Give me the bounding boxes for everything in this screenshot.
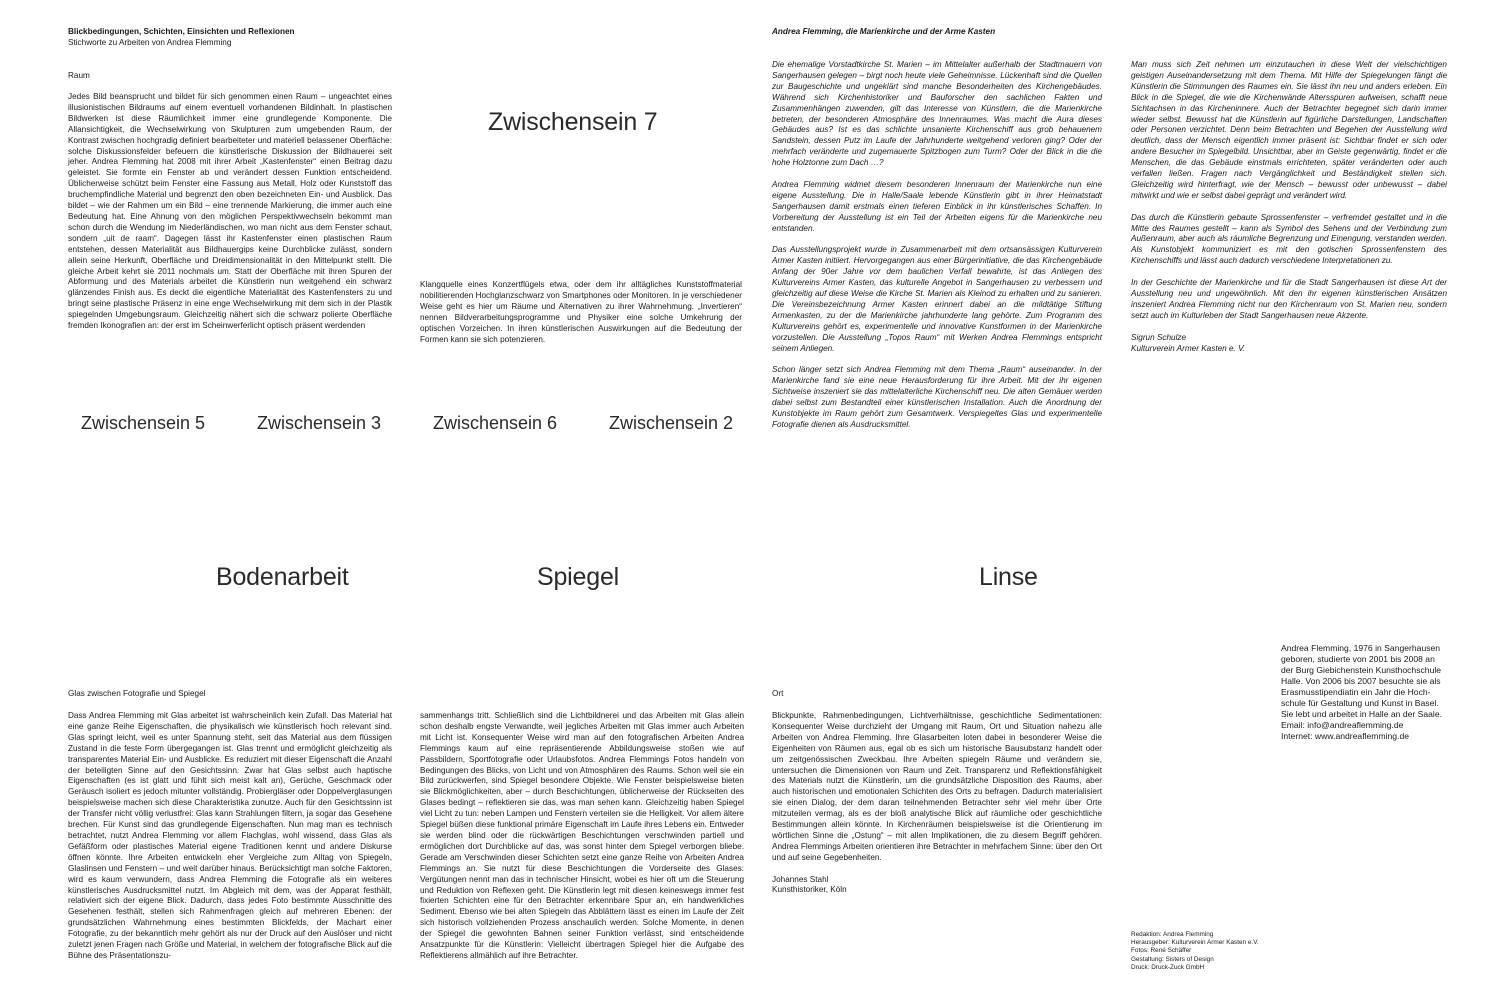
bio-line: Sie lebt und arbeitet in Halle an der Saale. [1281,709,1442,719]
glas-text-col1: Dass Andrea Flemming mit Glas arbeitet ist wahrscheinlich kein Zufall. Das Material hat eine ganze Reihe Eigenschaften, die physikalisch wie künstlerisch hoch relevant sind. Glas springt leicht, weil es unter Spannung steht, seit das Material aus dem flüssigen Zustand in die feste Form übergegangen ist. Glas trennt und ermöglicht gleichzeitig als transparentes Material Ein- und Ausblicke. Es reduziert mit dieser Eigenschaft die Anzahl der beteiligten Sinne auf den Gesichtssinn. Zwar hat Glas selbst auch haptische Eigenschaften (es ist glatt und fühlt sich meist kalt an), Gerüche, Geschmack oder Geräusch isoliert es jedoch mitunter vollständig. Probiergläser oder Doppelverglasungen beispielsweise machen sich diese Charakteristika zunutze. Auch für den Gesichtssinn ist der Transfer nicht völlig verlustfrei: Glas kann Strahlungen filtern, ja sogar das Gesehene brechen. Für Kunst sind das grundlegende Eigenschaften. Nun mag man es technisch betrachtet, nutzt Andrea Flemming vor allem Flachglas, wohl wissend, dass Glas als Gefäßform oder plastisches Material eigene Traditionen kennt und andere Diskurse öffnen könnte. Ihre Arbeiten entwickeln eher Vergleiche zum Alltag von Spiegeln, Glaslinsen und Fenstern – und weit darüber hinaus. Berücksichtigt man solche Faktoren, wird es kaum verwundern, dass Andrea Flemming die Fotografie als ein weiteres künstlerisches Ausdrucksmittel nutzt. Im Abgleich mit dem, was der Apparat festhält, relativiert sich der eigene Blick. Dadurch, dass jedes Foto bestimmte Ausschnitte des Gesehenen festhält, stellen sich Rahmenfragen gleich auf mehreren Ebenen: der grundsätzlichen Wahrnehmung eines bestimmten Blickfelds, der Machart einer Fotografie, zu der bekanntlich mehr gehört als nur der Druck auf den Auslöser und nicht zuletzt jenen Fragen nach Größe und Material, in welchem der fotografische Blick auf die Bühne des Präsentationszu- [68,711,392,960]
heading-zwischensein-5: Zwischensein 5 [81,413,206,433]
imprint [1131,931,1331,972]
ort-author [772,875,1102,897]
ort-author-name: Johannes Stahl [772,874,829,884]
marienkirche-col2-p3: In der Geschichte der Marienkirche und für die Stadt Sangerhausen ist diese Art der Ausstellung neu und ungewöhnlich. Mit den ihr eigenen künstlerischen Ansätzen inszeniert Andrea Flemming nicht nur den Kirchenraum von St. Marien neu, sondern setzt auch im Kulturleben der Stadt Sangerhausen neue Akzente. [1131,278,1447,320]
marienkirche-author-org: Kulturverein Armer Kasten e. V. [1131,343,1246,353]
marienkirche-title: Andrea Flemming, die Marienkirche und der Arme Kasten [772,27,996,36]
raum-text-col2: Klangquelle eines Konzertflügels etwa, oder dem ihr alltägliches Kunststoffmaterial nobilitierenden Hochglanzschwarz von Smartphones oder Monitoren. In je verschiedener Weise geht es hier um Räume und Alternativen zu ihrer Wahrnehmung. „Invertieren“ nennen Bildverarbeitungsprogramme und Physiker eine solche Umkehrung der optischen Vorzeichen. In ihren künstlerischen Auswirkungen auf die Bedeutung der Formen kann sie sich potenzieren. [420,280,742,344]
raum-text-col1: Jedes Bild beansprucht und bildet für sich genommen einen Raum – ungeachtet eines illusionistischen Bildraums auf einem eventuell vorhandenen Bildinhalt. In plastischen Bildwerken ist diese Räumlichkeit immer eine grundlegende Komponente. Die Allansichtigkeit, die Wechselwirkung von Skulpturen zum umgebenden Raum, der Kontrast zwischen hochgradig definiert bearbeiteter und materiell belassener Oberfläche: solche Diskussionsfelder befeuern die künstlerische Diskussion der Bildhauerei seit jeher. Andrea Flemming hat 2008 mit ihrer Arbeit „Kastenfenster“ einen Beitrag dazu geleistet. Sie formte ein Fenster ab und verändert dessen Funktion entscheidend. Üblicherweise schützt beim Fenster eine Fassung aus Metall, Holz oder Kunststoff das bruchempfindliche Material und begrenzt den oben bezeichneten Ein- und Ausblick. Das bildet – wie der Rahmen um ein Bild – eine trennende Markierung, die immer auch eine Bedeutung hat. Eine Ahnung von den möglichen Perspektivwechseln bekommt man schon durch die Wendung im Niederländischen, wo man nicht aus dem Fenster schaut, sondern „uit de raam“. Dagegen lässt ihr Kastenfenster einen plastischen Raum entstehen, dessen Materialität aus Bildhauergips keine Durchblicke zulässt, sondern allein seine Herkunft, Oberfläche und Dreidimensionalität in den Mittelpunkt stellt. Die gleiche Arbeit kehrt sie 2011 nochmals um. Statt der Oberfläche mit ihren Spuren der Abformung und des Materials arbeitet die Künstlerin nun weitgehend ein schwarz glänzendes Finish aus. Es deckt die eigentliche Materialität des Kastenfensters zu und bringt seine plastische Präsenz in eine enge Wechselwirkung mit dem sich in der Plastik spiegelnden Umgebungsraum. Gleichzeitig nähert sich die schwarz polierte Oberfläche fremden Ikonografien an: der erst im Scheinwerferlicht optisch präsent werdenden [68,92,392,331]
marienkirche-col1-p2: Andrea Flemming widmet diesem besonderen Innenraum der Marienkirche nun eine eigene Ausstellung. Die in Halle/Saale lebende Künstlerin gibt in ihrer Heimatstadt Sangerhausen damit erstmals einen tieferen Einblick in ihr künstlerisches Schaffen. In Vorbereitung der Ausstellung ist ein Teil der Arbeiten eigens für die Marienkirche neu entstanden. [772,179,1102,233]
ort-paragraph: Blickpunkte, Rahmenbedingungen, Lichtverhältnisse, geschichtliche Sedimentationen: Konsequenter Weise durchzieht der Umgang mit Raum, Ort und Situation nahezu alle Arbeiten von Andrea Flemming. Ihre Glasarbeiten loten dabei in besonderer Weise die Eigenheiten von Räumen aus, egal ob es sich um historische Bausubstanz handelt oder um zeitgenössischen Zweckbau. Ihre Arbeiten spiegeln Räume und verändern sie, untersuchen die Dimensionen von Raum und Zeit. Transparenz und Reflektionsfähigkeit des Materials nutzt die Künstlerin, um die grundsätzliche Disposition des Raums, aber auch historischen und emotionalen Schichten des Orts zu befragen. Dadurch materialisiert sie einen Dialog, der dem daran teilnehmenden Betrachter sehr viel mehr über Orte mitzuteilen vermag, als es der bloß analytische Blick auf räumliche oder geschichtliche Bestimmungen allein könnte. In Kirchenräumen beispielsweise ist die Orientierung im wörtlichen Sinne die „Ostung“ – mit allen Implikationen, die zu diesem Begriff gehören. Andrea Flemmings Arbeiten orientieren ihre Betrachter in mehrfachem Sinne: über den Ort und auf seine Gegebenheiten. [772,711,1102,862]
heading-bodenarbeit: Bodenarbeit [216,563,349,591]
glas-label: Glas zwischen Fotografie und Spiegel [68,689,206,698]
heading-linse: Linse [979,563,1038,591]
ort-text [772,711,1102,896]
glas-text-col2: sammenhangs tritt. Schließlich sind die Lichtbildnerei und das Arbeiten mit Glas allein schon deshalb engste Verwandte, weil jegliches Arbeiten mit Glas immer auch Arbeiten mit Licht ist. Konsequenter Weise wird man auf den fotografischen Arbeiten Andrea Flemmings kaum auf eine repräsentierende Abbildungsweise stoßen wie auf Passbildern, Sportfotografie oder Urlaubsfotos. Andrea Flemmings Fotos handeln von Bedingungen des Blicks, von Licht und von Atmosphären des Raums. Schon weil sie ein Bild zurückwerfen, sind Spiegel besondere Objekte. Wie Fenster beispielsweise bieten sie Blickmöglichkeiten, aber – durch Beschichtungen, üblicherweise der Rückseiten des Glases bedingt – reflektieren sie das, was man sehen kann. Gleichzeitig haben Spiegel viel Licht zu tun: neben Lampen und Fenstern verteilen sie die Helligkeit. Vor allem ältere Spiegel büßen diese funktional primäre Eigenschaft im Laufe ihres Lebens ein. Entweder sie werden blind oder die rückwärtigen Beschichtungen verschwinden partiell und ermöglichen dort Durchblicke auf das, was sonst hinter dem Spiegel verborgen bliebe. Gerade am Verschwinden dieser Schichten setzt eine ganze Reihe von Arbeiten Andrea Flemmings an. Sie nutzt für diese Beschichtungen die Vorderseite des Glases: Vergütungen nennt man das in technischer Hinsicht, wobei es hier oft um die Steuerung und Reduktion von Reflexen geht. Die Künstlerin legt mit diesen keineswegs immer fest fixierten Schichten eine für den Betrachter erkennbare Spur an, ein handwerkliches Sediment. Ebenso wie bei alten Spiegeln das Abblättern lässt es einen im Laufe der Zeit sich historisch vollziehenden Prozess anschaulich werden. Solche Momente, in denen der Spiegel die gewohnten Bahnen seiner Funktion verlässt, sind entscheidende Ansatzpunkte für die Künstlerin: Vielleicht übertragen Spiegel hier die Aufgabe des Reflektierens allmählich auf ihre Betrachter. [420,711,744,960]
marienkirche-col1-p4: Schon länger setzt sich Andrea Flemming mit dem Thema „Raum“ auseinander. In der Marienkirche fand sie eine neue Herausforderung für ihre Arbeit. Mit der ihr eigenen Sichtweise inszeniert sie das mittelalterliche Kirchenschiff neu. Die alten Gemäuer werden dabei selbst zum Bestandteil einer künstlerischen Installation. Auch die Anordnung der Kunstobjekte im Raum gehört zum Gesamtwerk. Verspiegeltes Glas und experimentelle Fotografie dienen als Ausdrucksmittel. [772,365,1102,429]
imprint-line: Druck: Druck-Zuck GmbH [1131,963,1205,971]
imprint-line: Herausgeber: Kulturverein Armer Kasten e.V. [1131,939,1259,947]
marienkirche-col1 [772,60,1102,431]
raum-label: Raum [68,71,90,80]
marienkirche-col1-p1: Die ehemalige Vorstadtkirche St. Marien – im Mittelalter außerhalb der Stadtmauern von Sangerhausen gelegen – birgt noch heute viele Geheimnisse. Lückenhaft sind die Quellen zur Baugeschichte und ungeklärt sind manche Besonderheiten des Kirchengebäudes. Während sich Kirchenhistoriker und Bauforscher den sachlichen Fakten und Zusammenhängen zuwenden, gilt das Interesse von Künstlern, die die Marienkirche betreten, der besonderen Atmosphäre des Innenraumes. Was macht die Aura dieses Gebäudes aus? Ist es das schlichte unsanierte Kirchenschiff aus grob behauenem Sandstein, dessen Putz im Laufe der Jahrhunderte weitgehend verloren ging? Oder der mehrfach veränderte und zugemauerte Spitzbogen zum Turm? Oder der Blick in die die hohe Holztonne zum Dach …? [772,60,1102,168]
bio-website: Internet: www.andreaflemming.de [1281,731,1410,741]
ort-author-role: Kunsthistoriker, Köln [772,885,847,895]
heading-spiegel: Spiegel [537,563,619,591]
marienkirche-col2 [1131,60,1447,354]
left-subtitle: Stichworte zu Arbeiten von Andrea Flemming [68,38,232,47]
marienkirche-col2-p1: Man muss sich Zeit nehmen um einzutauchen in diese Welt der vielschichtigen geistigen Auseinandersetzung mit dem Thema. Mit Hilfe der Spiegelungen fängt die Künstlerin die Stimmungen des Raumes ein. Sie lässt ihn neu und anders erleben. Ein Blick in die Spiegel, die wie die Kirchenwände Altersspuren aufweisen, schafft neue Sichtachsen in das Kircheninnere. Auch der Betrachter begegnet sich darin immer wieder selbst. Bewusst hat die Künstlerin auf figürliche Darstellungen, Landschaften oder Personen verzichtet. Denn beim Betrachten und Begehen der Ausstellung wird deutlich, dass der Mensch eigentlich immer präsent ist: Sichtbar findet er sich oder andere Besucher im Spiegelbild. Unsichtbar, aber im Geiste gegenwärtig, findet er die Menschen, die das Gebäude einstmals errichteten, später veränderten oder auch verfallen ließen. Fragen nach Vergänglichkeit und Beständigkeit stellen sich. Gleichzeitig wird hinterfragt, wie der Mensch – bewusst oder unbewusst – dabei mitwirkt und wie er selbst dabei geprägt und verändert wird. [1131,60,1447,200]
bio-line: schule für Gestaltung und Kunst in Basel. [1281,698,1439,708]
heading-zwischensein-6: Zwischensein 6 [433,413,558,433]
bio-line: Andrea Flemming, 1976 in Sangerhausen [1281,643,1441,653]
bio-line: Erasmusstipendiatin ein Jahr die Hoch- [1281,687,1431,697]
artist-bio [1281,643,1481,742]
bio-line: der Burg Giebichenstein Kunsthochschule [1281,665,1442,675]
bio-email: Email: info@andreaflemming.de [1281,720,1404,730]
heading-zwischensein-7: Zwischensein 7 [488,108,658,136]
imprint-line: Gestaltung: Sisters of Design [1131,955,1214,963]
heading-zwischensein-3: Zwischensein 3 [257,413,382,433]
marienkirche-author [1131,333,1447,355]
marienkirche-author-name: Sigrun Schulze [1131,332,1187,342]
left-title: Blickbedingungen, Schichten, Einsichten und Reflexionen [68,27,295,36]
marienkirche-col1-p3: Das Ausstellungsprojekt wurde in Zusammenarbeit mit dem ortsansässigen Kulturverein Armer Kasten initiiert. Hervorgegangen aus einer Bürgerinitiative, die das Kirchengebäude Anfang der 90er Jahre vor dem baulichen Verfall bewahrte, ist das Anliegen des Kulturvereins Armer Kasten, das kulturelle Angebot in Sangerhausen zu verbessern und gleichzeitig auf diese Weise die Kirche St. Marien als Kleinod zu erhalten und zu sanieren. Die Vereinsbezeichnung Armer Kasten erinnert dabei an die mildtätige Stiftung Armenkasten, zu der die Marienkirche jahrhunderte lang gehörte. Zum Programm des Kulturvereins gehört es, experimentelle und innovative Kunstformen in der Marienkirche vorzustellen. Die Ausstellung „Topos Raum“ mit Werken Andrea Flemmings entspricht seinem Anliegen. [772,245,1102,353]
imprint-line: Fotos: René Schäffer [1131,947,1192,955]
bio-line: geboren, studierte von 2001 bis 2008 an [1281,654,1435,664]
heading-zwischensein-2: Zwischensein 2 [609,413,734,433]
bio-line: Halle. Von 2006 bis 2007 besuchte sie als [1281,676,1441,686]
marienkirche-col2-p2: Das durch die Künstlerin gebaute Sprossenfenster – verfremdet gestaltet und in die Mitte des Raumes gestellt – kann als Symbol des Sehens und der Verbindung zum Außenraum, aber auch als räumliche Begrenzung und Einengung, verstanden werden. Als Kunstobjekt kommuniziert es mit den gotischen Sprossenfenstern des Kirchenschiffs und lässt auch dadurch verschiedene Interpretationen zu. [1131,212,1447,266]
imprint-line: Redaktion: Andrea Flemming [1131,931,1214,938]
ort-label: Ort [772,689,784,698]
